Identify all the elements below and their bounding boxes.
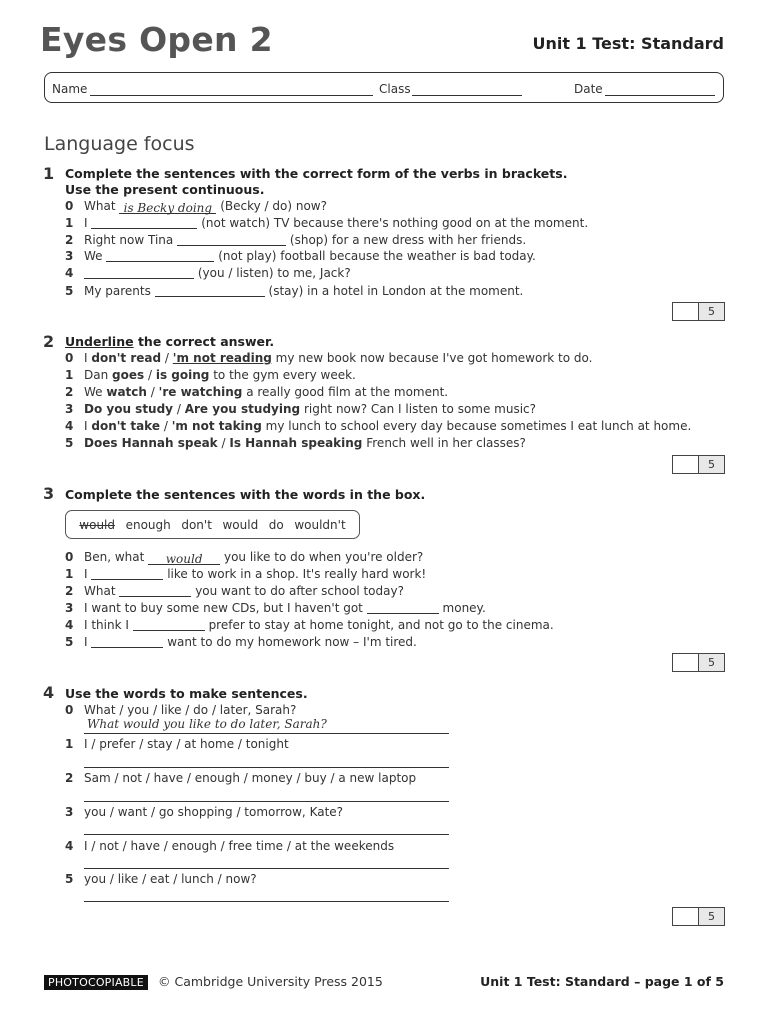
date-label: Date [574,82,603,96]
option-separator: / [163,419,168,433]
item-text: want to do my homework now – I'm tired. [167,635,417,649]
item-number: 3 [65,601,74,615]
q3-item-4 [65,618,715,634]
item-text: prefer to stay at home tonight, and not go to the cinema. [208,618,554,632]
answer-line[interactable] [84,767,449,768]
q4-item-1 [65,737,465,753]
q2-item-5 [65,436,715,452]
q4-score-box [672,907,725,926]
section-title: Language focus [44,133,195,155]
q2-item-2 [65,385,715,401]
score-input[interactable] [673,303,699,320]
option-a[interactable]: Do you study [84,402,174,416]
q4-item-4 [65,839,465,855]
item-number: 3 [65,805,74,819]
answer-line[interactable] [84,801,449,802]
question-2-instruction [65,334,274,350]
word-box-word: would [222,517,259,532]
question-4-number: 4 [43,683,55,702]
option-a[interactable]: goes [112,368,145,382]
item-number: 5 [65,872,74,886]
score-input[interactable] [673,654,699,671]
item-text: Right now Tina [84,233,174,247]
item-text: I [84,567,88,581]
answer-blank[interactable]: is Becky doing [119,201,216,214]
q4-item-2 [65,771,465,787]
word-box [65,510,360,539]
item-text: I [84,216,88,230]
score-input[interactable] [673,456,699,473]
item-text: (you / listen) to me, Jack? [197,266,351,280]
q1-item-5 [65,284,715,300]
option-separator: / [164,351,169,365]
q4-item-3 [65,805,465,821]
q3-item-5 [65,635,715,651]
instruction-text: the correct answer. [137,334,275,349]
answer-blank[interactable] [367,601,439,614]
item-text: (Becky / do) now? [220,199,327,213]
item-text: a really good film at the moment. [246,385,449,399]
option-a[interactable]: don't read [91,351,162,365]
q1-item-4 [65,266,715,282]
item-number: 5 [65,436,74,450]
option-separator: / [176,402,181,416]
q1-item-2 [65,233,715,249]
q4-example-answer: What would you like to do later, Sarah? [87,717,327,731]
word-box-word: do [268,517,284,532]
q3-item-3 [65,601,715,617]
option-a[interactable]: watch [106,385,147,399]
answer-blank[interactable] [91,567,163,580]
student-info-box [44,72,724,103]
item-text: What [84,199,116,213]
answer-blank[interactable] [177,233,286,246]
answer-blank[interactable] [84,266,194,279]
item-text: right now? Can I listen to some music? [303,402,537,416]
item-text: my new book now because I've got homework to do. [275,351,593,365]
option-a[interactable]: don't take [91,419,160,433]
item-text: I [84,351,88,365]
q1-item-3 [65,249,715,265]
item-number: 1 [65,567,74,581]
name-field[interactable] [90,95,373,96]
instruction-line: Complete the sentences with the correct form of the verbs in brackets. [65,166,568,181]
item-prompt: What / you / like / do / later, Sarah? [84,703,297,717]
class-label: Class [379,82,411,96]
q2-item-3 [65,402,715,418]
item-number: 0 [65,351,74,365]
q2-item-0 [65,351,715,367]
item-number: 0 [65,199,74,213]
item-text: you want to do after school today? [195,584,404,598]
item-prompt: I / not / have / enough / free time / at the weekends [84,839,395,853]
q3-item-0 [65,550,715,566]
q1-score-box [672,302,725,321]
item-text: I [84,419,88,433]
item-text: I [84,635,88,649]
instruction-underline-word: Underline [65,334,134,349]
item-text: you like to do when you're older? [223,550,424,564]
item-text: We [84,385,103,399]
answer-blank[interactable]: would [148,552,220,565]
score-total: 5 [699,654,724,671]
question-3-number: 3 [43,484,55,503]
item-number: 2 [65,771,74,785]
word-box-word: wouldn't [294,517,346,532]
item-text: I want to buy some new CDs, but I haven't got [84,601,363,615]
instruction-line: Use the present continuous. [65,181,265,197]
item-text: We [84,249,103,263]
item-number: 3 [65,249,74,263]
option-a[interactable]: Does Hannah speak [84,436,218,450]
option-b[interactable]: Are you studying [184,402,301,416]
item-number: 2 [65,385,74,399]
q2-item-1 [65,368,715,384]
answer-line[interactable] [84,834,449,835]
answer-blank[interactable] [91,216,197,229]
date-field[interactable] [605,95,715,96]
answer-blank[interactable] [106,249,214,262]
question-1-number: 1 [43,164,55,183]
option-b[interactable]: Is Hannah speaking [229,436,363,450]
name-label: Name [52,82,88,96]
item-text: My parents [84,284,151,298]
book-title: Eyes Open 2 [40,20,273,59]
item-number: 2 [65,233,74,247]
option-b[interactable]: 'm not taking [171,419,262,433]
option-b[interactable]: 'm not reading [172,351,272,365]
item-text: like to work in a shop. It's really hard work! [167,567,427,581]
score-total: 5 [699,303,724,320]
option-b[interactable]: 're watching [158,385,243,399]
word-box-word: don't [181,517,212,532]
item-number: 4 [65,266,74,280]
item-number: 5 [65,635,74,649]
item-text: to the gym every week. [213,368,356,382]
item-number: 0 [65,550,74,564]
item-prompt: you / want / go shopping / tomorrow, Kate? [84,805,344,819]
option-separator: / [150,385,155,399]
word-box-word: enough [125,517,171,532]
copyright-text: © Cambridge University Press 2015 [158,974,383,989]
score-input[interactable] [673,908,699,925]
item-number: 4 [65,419,74,433]
q1-item-1 [65,216,715,232]
item-prompt: I / prefer / stay / at home / tonight [84,737,289,751]
item-number: 1 [65,368,74,382]
q3-item-2 [65,584,715,600]
answer-blank[interactable] [155,284,265,297]
class-field[interactable] [412,95,522,96]
score-total: 5 [699,908,724,925]
item-text: money. [442,601,486,615]
option-separator: / [221,436,226,450]
word-box-word: would [79,517,115,532]
item-number: 0 [65,703,74,717]
item-text: What [84,584,116,598]
item-number: 4 [65,839,74,853]
item-number: 1 [65,216,74,230]
question-1-instruction [65,166,567,197]
item-text: (shop) for a new dress with her friends. [289,233,527,247]
q3-item-1 [65,567,715,583]
q2-score-box [672,455,725,474]
question-4-instruction: Use the words to make sentences. [65,686,308,701]
answer-line[interactable] [84,868,449,869]
answer-line[interactable] [84,733,449,734]
q3-score-box [672,653,725,672]
question-2-number: 2 [43,332,55,351]
item-text: Ben, what [84,550,145,564]
item-number: 4 [65,618,74,632]
item-number: 1 [65,737,74,751]
option-separator: / [147,368,153,382]
test-title: Unit 1 Test: Standard [532,34,724,53]
item-text: French well in her classes? [366,436,526,450]
item-text: Dan [84,368,109,382]
q2-item-4 [65,419,715,435]
item-text: (not play) football because the weather is bad today. [218,249,536,263]
item-text: my lunch to school every day because sometimes I eat lunch at home. [265,419,692,433]
answer-blank[interactable] [91,635,163,648]
item-prompt: you / like / eat / lunch / now? [84,872,257,886]
item-text: (stay) in a hotel in London at the moment. [268,284,524,298]
item-prompt: Sam / not / have / enough / money / buy / a new laptop [84,771,417,785]
item-text: I think I [84,618,129,632]
item-number: 5 [65,284,74,298]
item-text: (not watch) TV because there's nothing good on at the moment. [201,216,589,230]
answer-line[interactable] [84,901,449,902]
item-number: 3 [65,402,74,416]
q4-item-5 [65,872,465,888]
answer-blank[interactable] [133,618,205,631]
page-indicator: Unit 1 Test: Standard – page 1 of 5 [480,974,724,989]
option-b[interactable]: is going [155,368,210,382]
question-3-instruction: Complete the sentences with the words in the box. [65,487,426,502]
item-number: 2 [65,584,74,598]
score-total: 5 [699,456,724,473]
photocopiable-badge: PHOTOCOPIABLE [44,975,148,990]
q1-item-0 [65,199,715,215]
answer-blank[interactable] [119,584,191,597]
